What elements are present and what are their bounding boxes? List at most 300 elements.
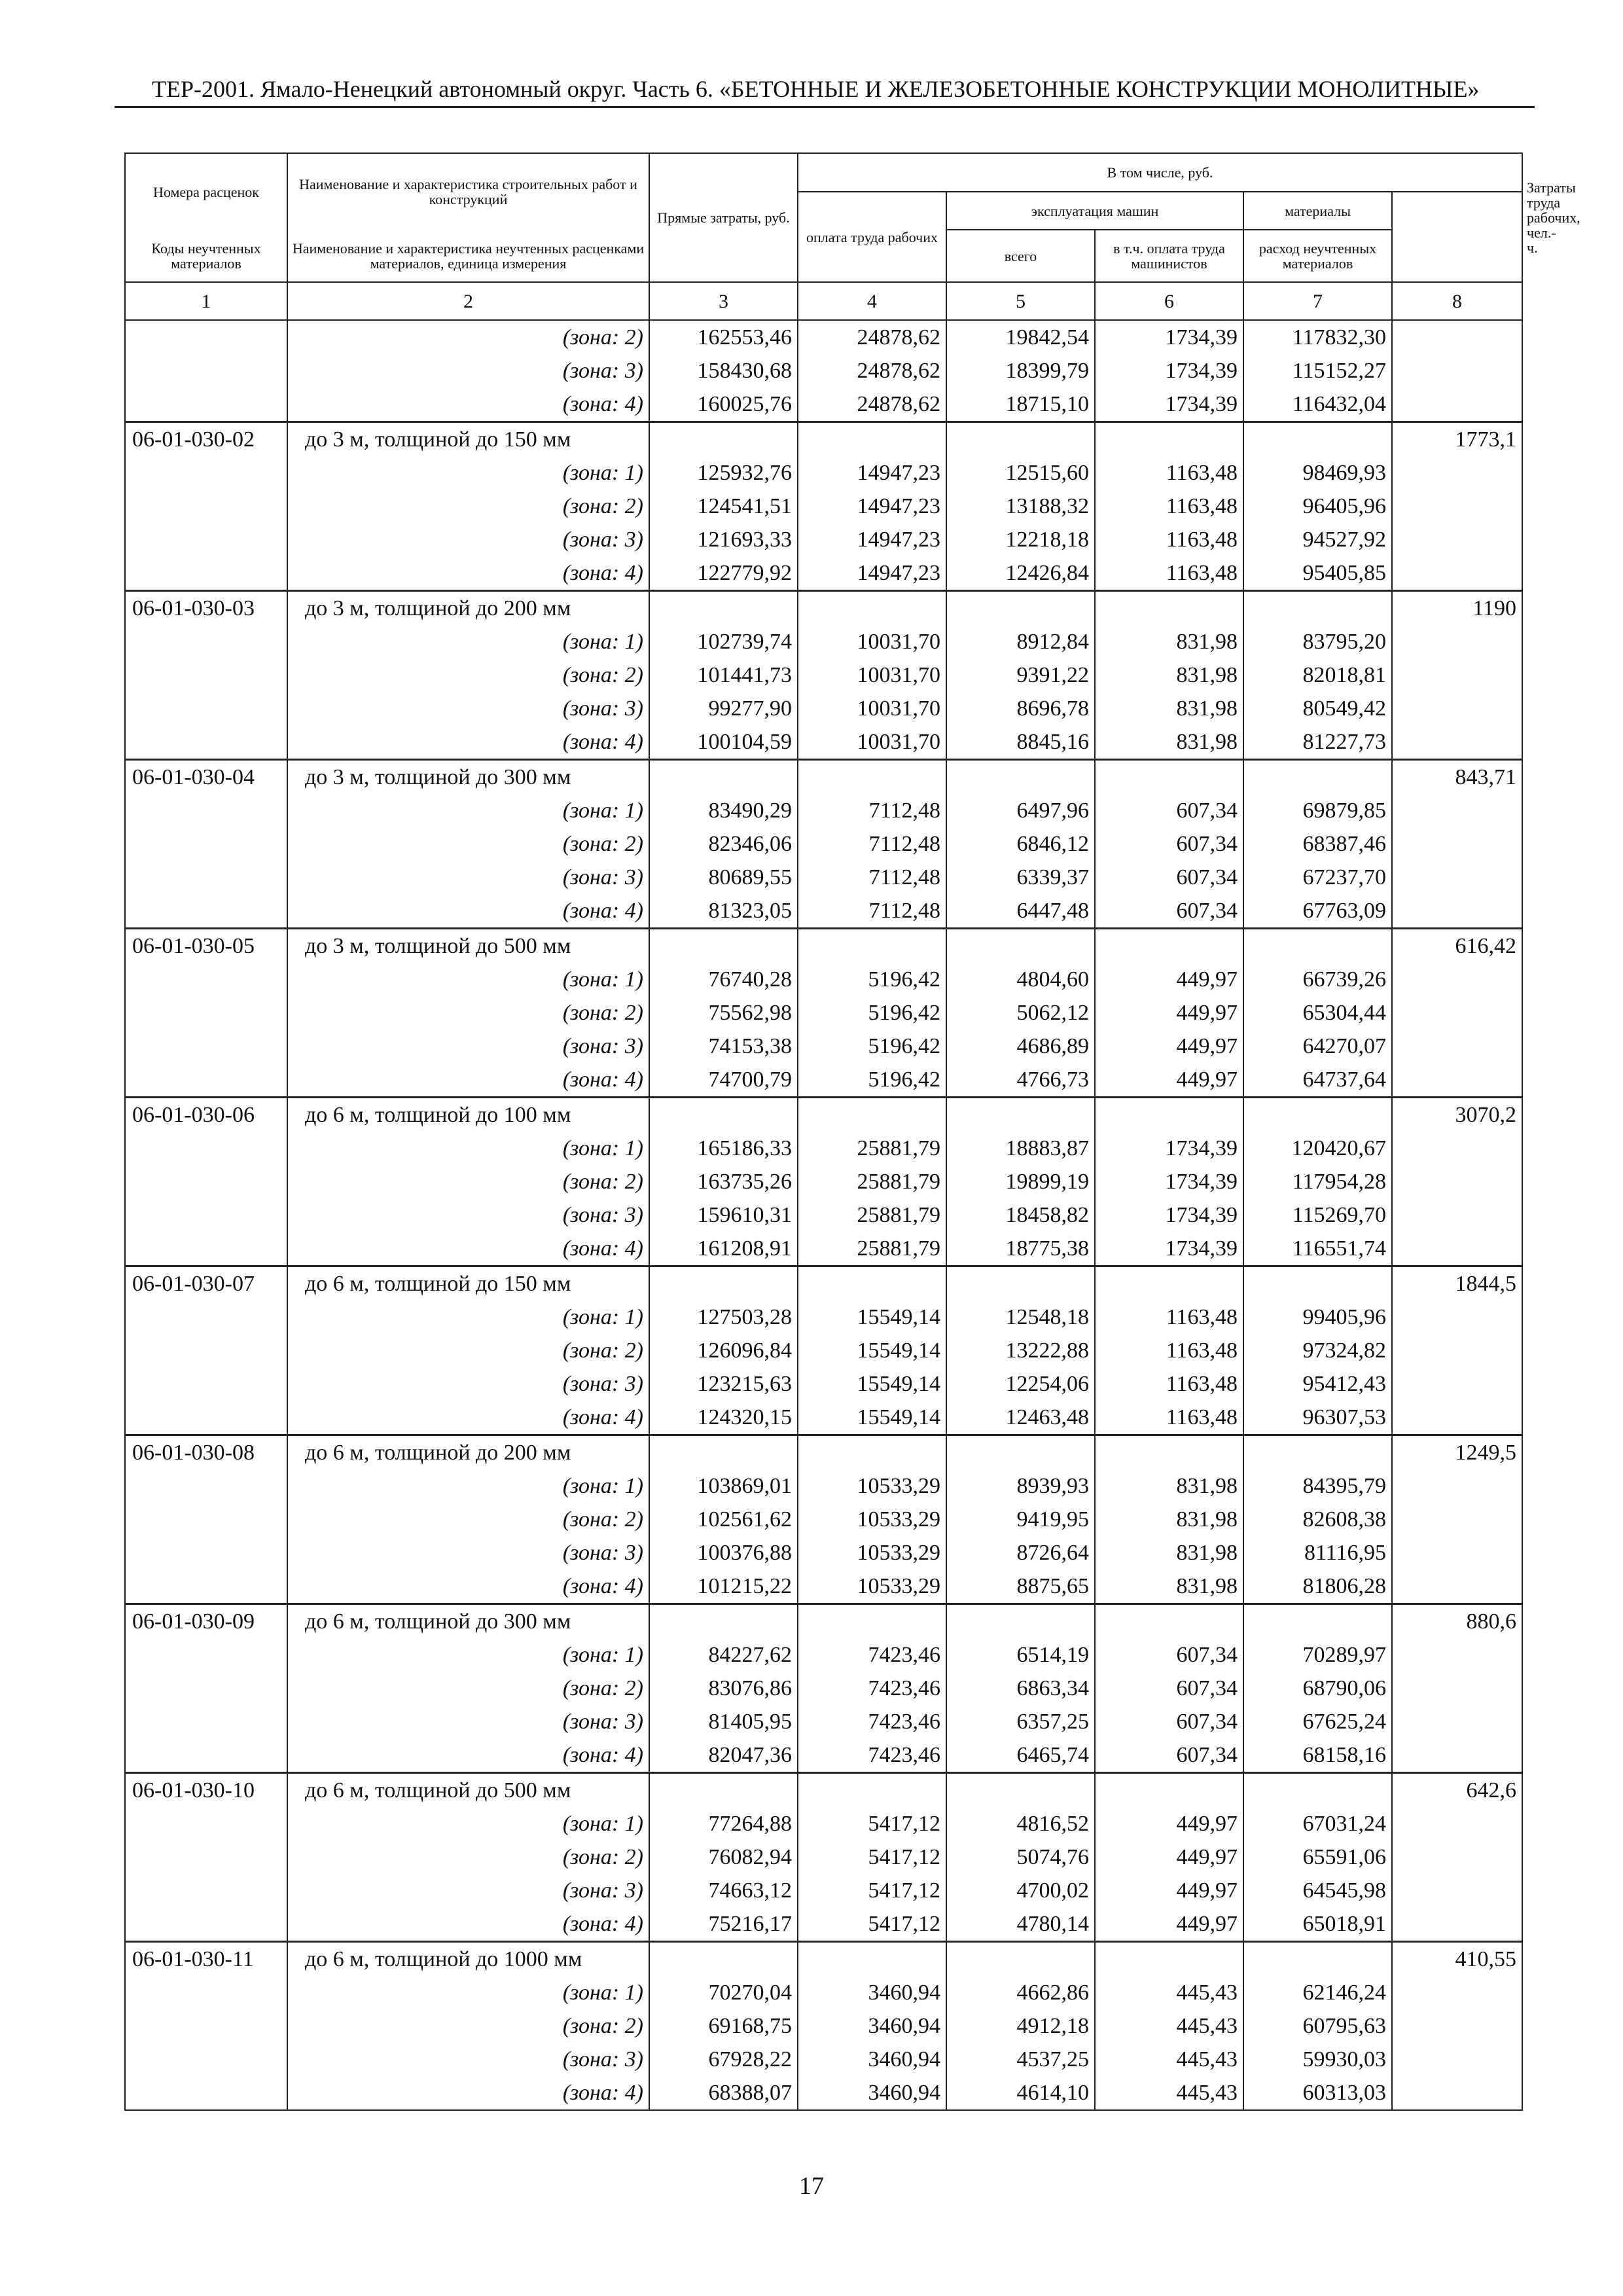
empty-cell — [798, 591, 946, 626]
rate-code-cell — [125, 1840, 287, 1874]
direct-costs-value: 76740,28 — [649, 963, 798, 996]
labor-hours-cell — [1392, 523, 1522, 556]
rate-code-cell — [125, 1536, 287, 1570]
operators-pay-value: 607,34 — [1095, 827, 1243, 861]
zone-label: (зона: 3) — [287, 1536, 649, 1570]
operators-pay-value: 1734,39 — [1095, 1132, 1243, 1165]
zone-label: (зона: 1) — [287, 1807, 649, 1840]
empty-cell — [649, 1604, 798, 1639]
zone-row — [125, 625, 1522, 658]
labor-pay-value: 7112,48 — [798, 794, 946, 827]
labor-pay-value: 10031,70 — [798, 692, 946, 725]
empty-cell — [1243, 1098, 1392, 1132]
zone-label: (зона: 4) — [287, 1907, 649, 1942]
materials-value: 68158,16 — [1243, 1738, 1392, 1773]
labor-pay-value: 7423,46 — [798, 1672, 946, 1705]
zone-label: (зона: 3) — [287, 354, 649, 387]
empty-cell — [1095, 1773, 1243, 1808]
empty-cell — [1243, 760, 1392, 795]
machines-total-value: 6514,19 — [946, 1638, 1095, 1672]
labor-hours-value: 1844,5 — [1392, 1266, 1522, 1301]
machines-total-value: 13188,32 — [946, 490, 1095, 523]
zone-row — [125, 556, 1522, 591]
zone-row — [125, 1536, 1522, 1570]
empty-cell — [1243, 1773, 1392, 1808]
rate-code: 06-01-030-03 — [125, 591, 287, 626]
empty-cell — [798, 1604, 946, 1639]
empty-cell — [946, 1266, 1095, 1301]
zone-row — [125, 354, 1522, 387]
zone-label: (зона: 3) — [287, 1874, 649, 1907]
header-material-codes: Коды неучтенных материалов — [125, 230, 287, 282]
rate-name: до 6 м, толщиной до 150 мм — [287, 1266, 649, 1301]
zone-label: (зона: 2) — [287, 1503, 649, 1536]
direct-costs-value: 76082,94 — [649, 1840, 798, 1874]
labor-hours-cell — [1392, 1401, 1522, 1435]
machines-total-value: 6863,34 — [946, 1672, 1095, 1705]
zone-label: (зона: 2) — [287, 490, 649, 523]
direct-costs-value: 70270,04 — [649, 1976, 798, 2009]
operators-pay-value: 1734,39 — [1095, 387, 1243, 422]
materials-value: 115152,27 — [1243, 354, 1392, 387]
rate-code-cell — [125, 1907, 287, 1942]
labor-pay-value: 3460,94 — [798, 2043, 946, 2076]
zone-row — [125, 861, 1522, 894]
zone-label: (зона: 3) — [287, 861, 649, 894]
page-number: 17 — [799, 2172, 824, 2200]
materials-value: 68387,46 — [1243, 827, 1392, 861]
rate-code-cell — [125, 725, 287, 760]
rates-table: Номера расценок Наименование и характеристика строительных работ и конструкций Прямые затраты, руб. В том числе, руб. Затраты труда рабочих, чел.-ч. оплата труда рабочих эксплуатация машин материалы Коды неучтенных материалов Наименование и характеристика неучтенных расценками материалов, единица измерения всего в т.ч. оплата труда машинистов расход неучтенных материалов 1 2 3 4 5 6 7 8 (зона: 2) 162553,46 24878,62 19842,54 1734,39 117832,30 (зона: 3) 158430,68 24878,62 18399,79 1734,39 115152,27 (зона: 4) 160025,76 24878,62 18715,10 1734,39 116432,04 06-01-030-02 до 3 м, толщиной до 150 мм 1773,1 (зона: 1) 125932,76 14947,23 12515,60 1163,48 98469,93 (зона: 2) 124541,51 14947,23 13188,32 1163,48 96405,96 (зона: 3) 121693,33 14947,23 12218,18 1163,48 94527,92 (зона: 4) 122779,92 14947,23 12426,84 1163,48 95405,85 06-01-030-03 до 3 м, толщиной до 200 мм 1190 (зона: 1) 102739,74 10031,70 8912,84 831,98 83795,20 (зона: 2) 101441,73 10031,70 9391,22 831,98 82018,81 (зона: 3) 99277,90 10031,70 8696,78 831,98 80549,42 (зона: 4) 100104,59 10031,70 8845,16 831,98 81227,73 06-01-030-04 до 3 м, толщиной до 300 мм 843,71 (зона: 1) 83490,29 7112,48 6497,96 607,34 69879,85 (зона: 2) 82346,06 7112,48 6846,12 607,34 68387,46 (зона: 3) 80689,55 7112,48 6339,37 607,34 67237,70 (зона: 4) 81323,05 7112,48 6447,48 607,34 67763,09 06-01-030-05 до 3 м, толщиной до 500 мм 616,42 (зона: 1) 76740,28 5196,42 4804,60 449,97 66739,26 (зона: 2) 75562,98 5196,42 5062,12 449,97 65304,44 (зона: 3) 74153,38 5196,42 4686,89 449,97 64270,07 (зона: 4) 74700,79 5196,42 4766,73 449,97 64737,64 06-01-030-06 до 6 м, толщиной до 100 мм 3070,2 (зона: 1) 165186,33 25881,79 18883,87 1734,39 120420,67 (зона: 2) 163735,26 25881,79 19899,19 1734,39 117954,28 (зона: 3) 159610,31 25881,79 18458,82 1734,39 115269,70 (зона: 4) 161208,91 25881,79 18775,38 1734,39 116551,74 06-01-030-07 до 6 м, толщиной до 150 мм 1844,5 (зона: 1) 127503,28 15549,14 12548,18 1163,48 99405,96 (зона: 2) 126096,84 15549,14 13222,88 1163,48 97324,82 (зона: 3) 123215,63 15549,14 12254,06 1163,48 95412,43 (зона: 4) 124320,15 15549,14 12463,48 1163,48 96307,53 06-01-030-08 до 6 м, толщиной до 200 мм 1249,5 (зона: 1) 103869,01 10533,29 8939,93 831,98 84395,79 (зона: 2) 102561,62 10533,29 9419,95 831,98 82608,38 (зона: 3) 100376,88 10533,29 8726,64 831,98 81116,95 (зона: 4) 101215,22 10533,29 8875,65 831,98 81806,28 06-01-030-09 до 6 м, толщиной до 300 мм 880,6 (зона: 1) 84227,62 7423,46 6514,19 607,34 70289,97 (зона: 2) 83076,86 7423,46 6863,34 607,34 68790,06 (зона: 3) 81405,95 7423,46 6357,25 607,34 67625,24 (зона: 4) 82047,36 7423,46 6465,74 607,34 68158,16 06-01-030-10 до 6 м, толщиной до 500 мм 642,6 (зона: 1) 77264,88 5417,12 4816,52 449,97 67031,24 (зона: 2) 76082,94 5417,12 5074,76 449,97 65591,06 (зона: 3) 74663,12 5417,12 4700,02 449,97 64545,98 (зона: 4) 75216,17 5417,12 4780,14 449,97 65018,91 06-01-030-11 до 6 м, толщиной до 1000 мм 410,55 (зона: 1) 70270,04 3460,94 4662,86 445,43 62146,24 (зона: 2) 69168,75 3460,94 4912,18 445,43 60795,63 (зона: 3) 67928,22 3460,94 4537,25 445,43 59930,03 (зона: 4) 68388,07 3460,94 4614,10 445,43 60313,03 — [124, 152, 1523, 2111]
empty-cell — [946, 1435, 1095, 1470]
rate-name: до 3 м, толщиной до 500 мм — [287, 929, 649, 963]
zone-label: (зона: 3) — [287, 1705, 649, 1738]
zone-row — [125, 490, 1522, 523]
zone-row — [125, 320, 1522, 354]
zone-label: (зона: 2) — [287, 320, 649, 354]
zone-label: (зона: 1) — [287, 963, 649, 996]
zone-label: (зона: 4) — [287, 1401, 649, 1435]
rate-code: 06-01-030-10 — [125, 1773, 287, 1808]
materials-value: 81227,73 — [1243, 725, 1392, 760]
rate-code-cell — [125, 1030, 287, 1063]
operators-pay-value: 831,98 — [1095, 625, 1243, 658]
zone-label: (зона: 2) — [287, 1840, 649, 1874]
materials-value: 64737,64 — [1243, 1063, 1392, 1098]
rate-code-cell — [125, 1334, 287, 1367]
direct-costs-value: 82346,06 — [649, 827, 798, 861]
rate-code-cell — [125, 1672, 287, 1705]
labor-pay-value: 10031,70 — [798, 725, 946, 760]
labor-pay-value: 15549,14 — [798, 1334, 946, 1367]
rate-code: 06-01-030-09 — [125, 1604, 287, 1639]
direct-costs-value: 83490,29 — [649, 794, 798, 827]
empty-cell — [946, 422, 1095, 457]
header-materials: материалы — [1243, 192, 1392, 230]
operators-pay-value: 449,97 — [1095, 996, 1243, 1030]
direct-costs-value: 69168,75 — [649, 2009, 798, 2043]
machines-total-value: 4700,02 — [946, 1874, 1095, 1907]
labor-hours-cell — [1392, 861, 1522, 894]
labor-hours-cell — [1392, 1063, 1522, 1098]
column-number: 2 — [287, 282, 649, 320]
rate-code-cell — [125, 1198, 287, 1232]
zone-row — [125, 1334, 1522, 1367]
labor-pay-value: 7112,48 — [798, 861, 946, 894]
direct-costs-value: 67928,22 — [649, 2043, 798, 2076]
labor-hours-cell — [1392, 1976, 1522, 2009]
operators-pay-value: 449,97 — [1095, 963, 1243, 996]
labor-pay-value: 5417,12 — [798, 1807, 946, 1840]
operators-pay-value: 1734,39 — [1095, 354, 1243, 387]
materials-value: 82608,38 — [1243, 1503, 1392, 1536]
labor-pay-value: 15549,14 — [798, 1300, 946, 1334]
materials-value: 60795,63 — [1243, 2009, 1392, 2043]
direct-costs-value: 74153,38 — [649, 1030, 798, 1063]
materials-value: 80549,42 — [1243, 692, 1392, 725]
direct-costs-value: 101441,73 — [649, 658, 798, 692]
machines-total-value: 8845,16 — [946, 725, 1095, 760]
machines-total-value: 9391,22 — [946, 658, 1095, 692]
materials-value: 67763,09 — [1243, 894, 1392, 929]
empty-cell — [1243, 929, 1392, 963]
empty-cell — [649, 929, 798, 963]
rate-row — [125, 760, 1522, 795]
labor-pay-value: 5196,42 — [798, 1030, 946, 1063]
header-rate-numbers: Номера расценок — [125, 153, 287, 230]
labor-pay-value: 25881,79 — [798, 1232, 946, 1266]
labor-hours-value: 410,55 — [1392, 1942, 1522, 1977]
zone-label: (зона: 3) — [287, 2043, 649, 2076]
empty-cell — [946, 1604, 1095, 1639]
direct-costs-value: 84227,62 — [649, 1638, 798, 1672]
empty-cell — [649, 1098, 798, 1132]
rate-code-cell — [125, 1874, 287, 1907]
machines-total-value: 12548,18 — [946, 1300, 1095, 1334]
labor-pay-value: 24878,62 — [798, 387, 946, 422]
machines-total-value: 8912,84 — [946, 625, 1095, 658]
machines-total-value: 12218,18 — [946, 523, 1095, 556]
labor-pay-value: 3460,94 — [798, 1976, 946, 2009]
materials-value: 81806,28 — [1243, 1570, 1392, 1604]
operators-pay-value: 445,43 — [1095, 2009, 1243, 2043]
direct-costs-value: 126096,84 — [649, 1334, 798, 1367]
materials-value: 96307,53 — [1243, 1401, 1392, 1435]
zone-label: (зона: 1) — [287, 456, 649, 490]
labor-pay-value: 25881,79 — [798, 1165, 946, 1198]
labor-pay-value: 5196,42 — [798, 1063, 946, 1098]
materials-value: 70289,97 — [1243, 1638, 1392, 1672]
labor-hours-cell — [1392, 1300, 1522, 1334]
operators-pay-value: 831,98 — [1095, 692, 1243, 725]
labor-hours-cell — [1392, 387, 1522, 422]
direct-costs-value: 102739,74 — [649, 625, 798, 658]
labor-hours-value: 1773,1 — [1392, 422, 1522, 457]
materials-value: 67625,24 — [1243, 1705, 1392, 1738]
rate-code-cell — [125, 1469, 287, 1503]
machines-total-value: 8939,93 — [946, 1469, 1095, 1503]
labor-hours-cell — [1392, 2009, 1522, 2043]
labor-pay-value: 10533,29 — [798, 1570, 946, 1604]
zone-label: (зона: 2) — [287, 827, 649, 861]
materials-value: 95405,85 — [1243, 556, 1392, 591]
operators-pay-value: 1734,39 — [1095, 1232, 1243, 1266]
operators-pay-value: 607,34 — [1095, 1672, 1243, 1705]
operators-pay-value: 831,98 — [1095, 1503, 1243, 1536]
operators-pay-value: 831,98 — [1095, 725, 1243, 760]
operators-pay-value: 449,97 — [1095, 1907, 1243, 1942]
empty-cell — [798, 1098, 946, 1132]
labor-hours-cell — [1392, 1907, 1522, 1942]
zone-row — [125, 523, 1522, 556]
rate-code-cell — [125, 827, 287, 861]
header-machines: эксплуатация машин — [946, 192, 1243, 230]
zone-row — [125, 1503, 1522, 1536]
empty-cell — [649, 1435, 798, 1470]
direct-costs-value: 68388,07 — [649, 2076, 798, 2110]
machines-total-value: 12426,84 — [946, 556, 1095, 591]
direct-costs-value: 100104,59 — [649, 725, 798, 760]
zone-label: (зона: 3) — [287, 1198, 649, 1232]
zone-row — [125, 725, 1522, 760]
direct-costs-value: 74700,79 — [649, 1063, 798, 1098]
direct-costs-value: 81323,05 — [649, 894, 798, 929]
direct-costs-value: 165186,33 — [649, 1132, 798, 1165]
direct-costs-value: 160025,76 — [649, 387, 798, 422]
zone-label: (зона: 4) — [287, 1738, 649, 1773]
machines-total-value: 6339,37 — [946, 861, 1095, 894]
materials-value: 117954,28 — [1243, 1165, 1392, 1198]
rate-row — [125, 591, 1522, 626]
empty-cell — [1243, 422, 1392, 457]
rate-code-cell — [125, 794, 287, 827]
rate-row — [125, 1773, 1522, 1808]
zone-row — [125, 1840, 1522, 1874]
direct-costs-value: 159610,31 — [649, 1198, 798, 1232]
rate-code-cell — [125, 1503, 287, 1536]
machines-total-value: 13222,88 — [946, 1334, 1095, 1367]
labor-hours-cell — [1392, 794, 1522, 827]
machines-total-value: 19842,54 — [946, 320, 1095, 354]
page-header-title: ТЕР-2001. Ямало-Ненецкий автономный округ. Часть 6. «БЕТОННЫЕ И ЖЕЛЕЗОБЕТОННЫЕ КОНСТРУКЦИИ МОНОЛИТНЫЕ» — [152, 76, 1480, 102]
zone-row — [125, 794, 1522, 827]
direct-costs-value: 82047,36 — [649, 1738, 798, 1773]
materials-value: 67031,24 — [1243, 1807, 1392, 1840]
direct-costs-value: 123215,63 — [649, 1367, 798, 1401]
labor-hours-cell — [1392, 1469, 1522, 1503]
labor-hours-cell — [1392, 1672, 1522, 1705]
labor-hours-cell — [1392, 625, 1522, 658]
zone-row — [125, 1401, 1522, 1435]
zone-row — [125, 1738, 1522, 1773]
zone-label: (зона: 3) — [287, 1030, 649, 1063]
labor-hours-cell — [1392, 490, 1522, 523]
labor-hours-cell — [1392, 996, 1522, 1030]
rate-name: до 6 м, толщиной до 1000 мм — [287, 1942, 649, 1977]
header-operators-pay: в т.ч. оплата труда машинистов — [1095, 230, 1243, 282]
column-number: 8 — [1392, 282, 1522, 320]
operators-pay-value: 1163,48 — [1095, 490, 1243, 523]
zone-label: (зона: 2) — [287, 996, 649, 1030]
rate-code-cell — [125, 1570, 287, 1604]
empty-cell — [1095, 1435, 1243, 1470]
materials-value: 94527,92 — [1243, 523, 1392, 556]
labor-hours-cell — [1392, 1165, 1522, 1198]
header-work-name: Наименование и характеристика строительных работ и конструкций — [287, 153, 649, 230]
labor-pay-value: 5417,12 — [798, 1840, 946, 1874]
zone-row — [125, 2043, 1522, 2076]
materials-value: 99405,96 — [1243, 1300, 1392, 1334]
operators-pay-value: 449,97 — [1095, 1874, 1243, 1907]
labor-pay-value: 7423,46 — [798, 1738, 946, 1773]
zone-label: (зона: 1) — [287, 794, 649, 827]
zone-row — [125, 2009, 1522, 2043]
empty-cell — [1095, 1098, 1243, 1132]
labor-hours-cell — [1392, 556, 1522, 591]
empty-cell — [1243, 1942, 1392, 1977]
direct-costs-value: 77264,88 — [649, 1807, 798, 1840]
materials-value: 84395,79 — [1243, 1469, 1392, 1503]
labor-pay-value: 5417,12 — [798, 1874, 946, 1907]
materials-value: 116432,04 — [1243, 387, 1392, 422]
header-machines-total: всего — [946, 230, 1095, 282]
labor-hours-cell — [1392, 1705, 1522, 1738]
operators-pay-value: 449,97 — [1095, 1063, 1243, 1098]
zone-row — [125, 1638, 1522, 1672]
direct-costs-value: 122779,92 — [649, 556, 798, 591]
rate-code-cell — [125, 354, 287, 387]
column-number: 6 — [1095, 282, 1243, 320]
machines-total-value: 18775,38 — [946, 1232, 1095, 1266]
machines-total-value: 4816,52 — [946, 1807, 1095, 1840]
labor-hours-cell — [1392, 1807, 1522, 1840]
materials-value: 66739,26 — [1243, 963, 1392, 996]
direct-costs-value: 163735,26 — [649, 1165, 798, 1198]
labor-hours-cell — [1392, 1232, 1522, 1266]
labor-pay-value: 5196,42 — [798, 963, 946, 996]
direct-costs-value: 74663,12 — [649, 1874, 798, 1907]
machines-total-value: 6357,25 — [946, 1705, 1095, 1738]
rate-code-cell — [125, 523, 287, 556]
machines-total-value: 18715,10 — [946, 387, 1095, 422]
rate-code-cell — [125, 1738, 287, 1773]
zone-label: (зона: 4) — [287, 1232, 649, 1266]
labor-hours-cell — [1392, 725, 1522, 760]
direct-costs-value: 100376,88 — [649, 1536, 798, 1570]
machines-total-value: 4686,89 — [946, 1030, 1095, 1063]
rate-code-cell — [125, 1367, 287, 1401]
zone-label: (зона: 4) — [287, 1570, 649, 1604]
labor-pay-value: 7423,46 — [798, 1638, 946, 1672]
rate-code-cell — [125, 861, 287, 894]
zone-label: (зона: 1) — [287, 1638, 649, 1672]
operators-pay-value: 1163,48 — [1095, 1300, 1243, 1334]
labor-hours-cell — [1392, 1536, 1522, 1570]
column-number: 5 — [946, 282, 1095, 320]
labor-hours-cell — [1392, 1334, 1522, 1367]
labor-pay-value: 25881,79 — [798, 1198, 946, 1232]
empty-cell — [798, 1773, 946, 1808]
labor-hours-cell — [1392, 1198, 1522, 1232]
rate-code-cell — [125, 1063, 287, 1098]
labor-hours-cell — [1392, 1638, 1522, 1672]
machines-total-value: 9419,95 — [946, 1503, 1095, 1536]
rate-code-cell — [125, 556, 287, 591]
zone-label: (зона: 4) — [287, 1063, 649, 1098]
machines-total-value: 12254,06 — [946, 1367, 1095, 1401]
operators-pay-value: 831,98 — [1095, 1469, 1243, 1503]
labor-hours-value: 843,71 — [1392, 760, 1522, 795]
zone-row — [125, 1198, 1522, 1232]
operators-pay-value: 607,34 — [1095, 1705, 1243, 1738]
materials-value: 120420,67 — [1243, 1132, 1392, 1165]
machines-total-value: 8726,64 — [946, 1536, 1095, 1570]
labor-hours-cell — [1392, 894, 1522, 929]
operators-pay-value: 1734,39 — [1095, 1198, 1243, 1232]
empty-cell — [649, 760, 798, 795]
column-number: 1 — [125, 282, 287, 320]
machines-total-value: 4614,10 — [946, 2076, 1095, 2110]
zone-row — [125, 1570, 1522, 1604]
materials-value: 82018,81 — [1243, 658, 1392, 692]
operators-pay-value: 449,97 — [1095, 1030, 1243, 1063]
zone-row — [125, 387, 1522, 422]
zone-row — [125, 1063, 1522, 1098]
rate-code-cell — [125, 1705, 287, 1738]
operators-pay-value: 449,97 — [1095, 1840, 1243, 1874]
empty-cell — [1243, 1435, 1392, 1470]
empty-cell — [946, 1773, 1095, 1808]
rate-code-cell — [125, 1638, 287, 1672]
zone-row — [125, 1976, 1522, 2009]
labor-hours-cell — [1392, 456, 1522, 490]
labor-pay-value: 14947,23 — [798, 556, 946, 591]
direct-costs-value: 124541,51 — [649, 490, 798, 523]
empty-cell — [946, 591, 1095, 626]
operators-pay-value: 1163,48 — [1095, 456, 1243, 490]
labor-pay-value: 5196,42 — [798, 996, 946, 1030]
materials-value: 115269,70 — [1243, 1198, 1392, 1232]
rate-code: 06-01-030-06 — [125, 1098, 287, 1132]
rate-row — [125, 422, 1522, 457]
materials-value: 117832,30 — [1243, 320, 1392, 354]
labor-pay-value: 24878,62 — [798, 354, 946, 387]
labor-hours-cell — [1392, 1874, 1522, 1907]
zone-row — [125, 658, 1522, 692]
labor-pay-value: 15549,14 — [798, 1401, 946, 1435]
labor-hours-cell — [1392, 692, 1522, 725]
rate-code-cell — [125, 1165, 287, 1198]
labor-hours-cell — [1392, 658, 1522, 692]
labor-hours-cell — [1392, 1503, 1522, 1536]
materials-value: 64270,07 — [1243, 1030, 1392, 1063]
direct-costs-value: 80689,55 — [649, 861, 798, 894]
labor-pay-value: 14947,23 — [798, 490, 946, 523]
labor-hours-cell — [1392, 1570, 1522, 1604]
materials-value: 83795,20 — [1243, 625, 1392, 658]
empty-cell — [649, 1773, 798, 1808]
operators-pay-value: 831,98 — [1095, 1570, 1243, 1604]
machines-total-value: 4804,60 — [946, 963, 1095, 996]
direct-costs-value: 102561,62 — [649, 1503, 798, 1536]
direct-costs-value: 103869,01 — [649, 1469, 798, 1503]
materials-value: 69879,85 — [1243, 794, 1392, 827]
labor-pay-value: 10533,29 — [798, 1503, 946, 1536]
empty-cell — [798, 760, 946, 795]
zone-row — [125, 1132, 1522, 1165]
zone-label: (зона: 1) — [287, 1300, 649, 1334]
direct-costs-value: 75216,17 — [649, 1907, 798, 1942]
